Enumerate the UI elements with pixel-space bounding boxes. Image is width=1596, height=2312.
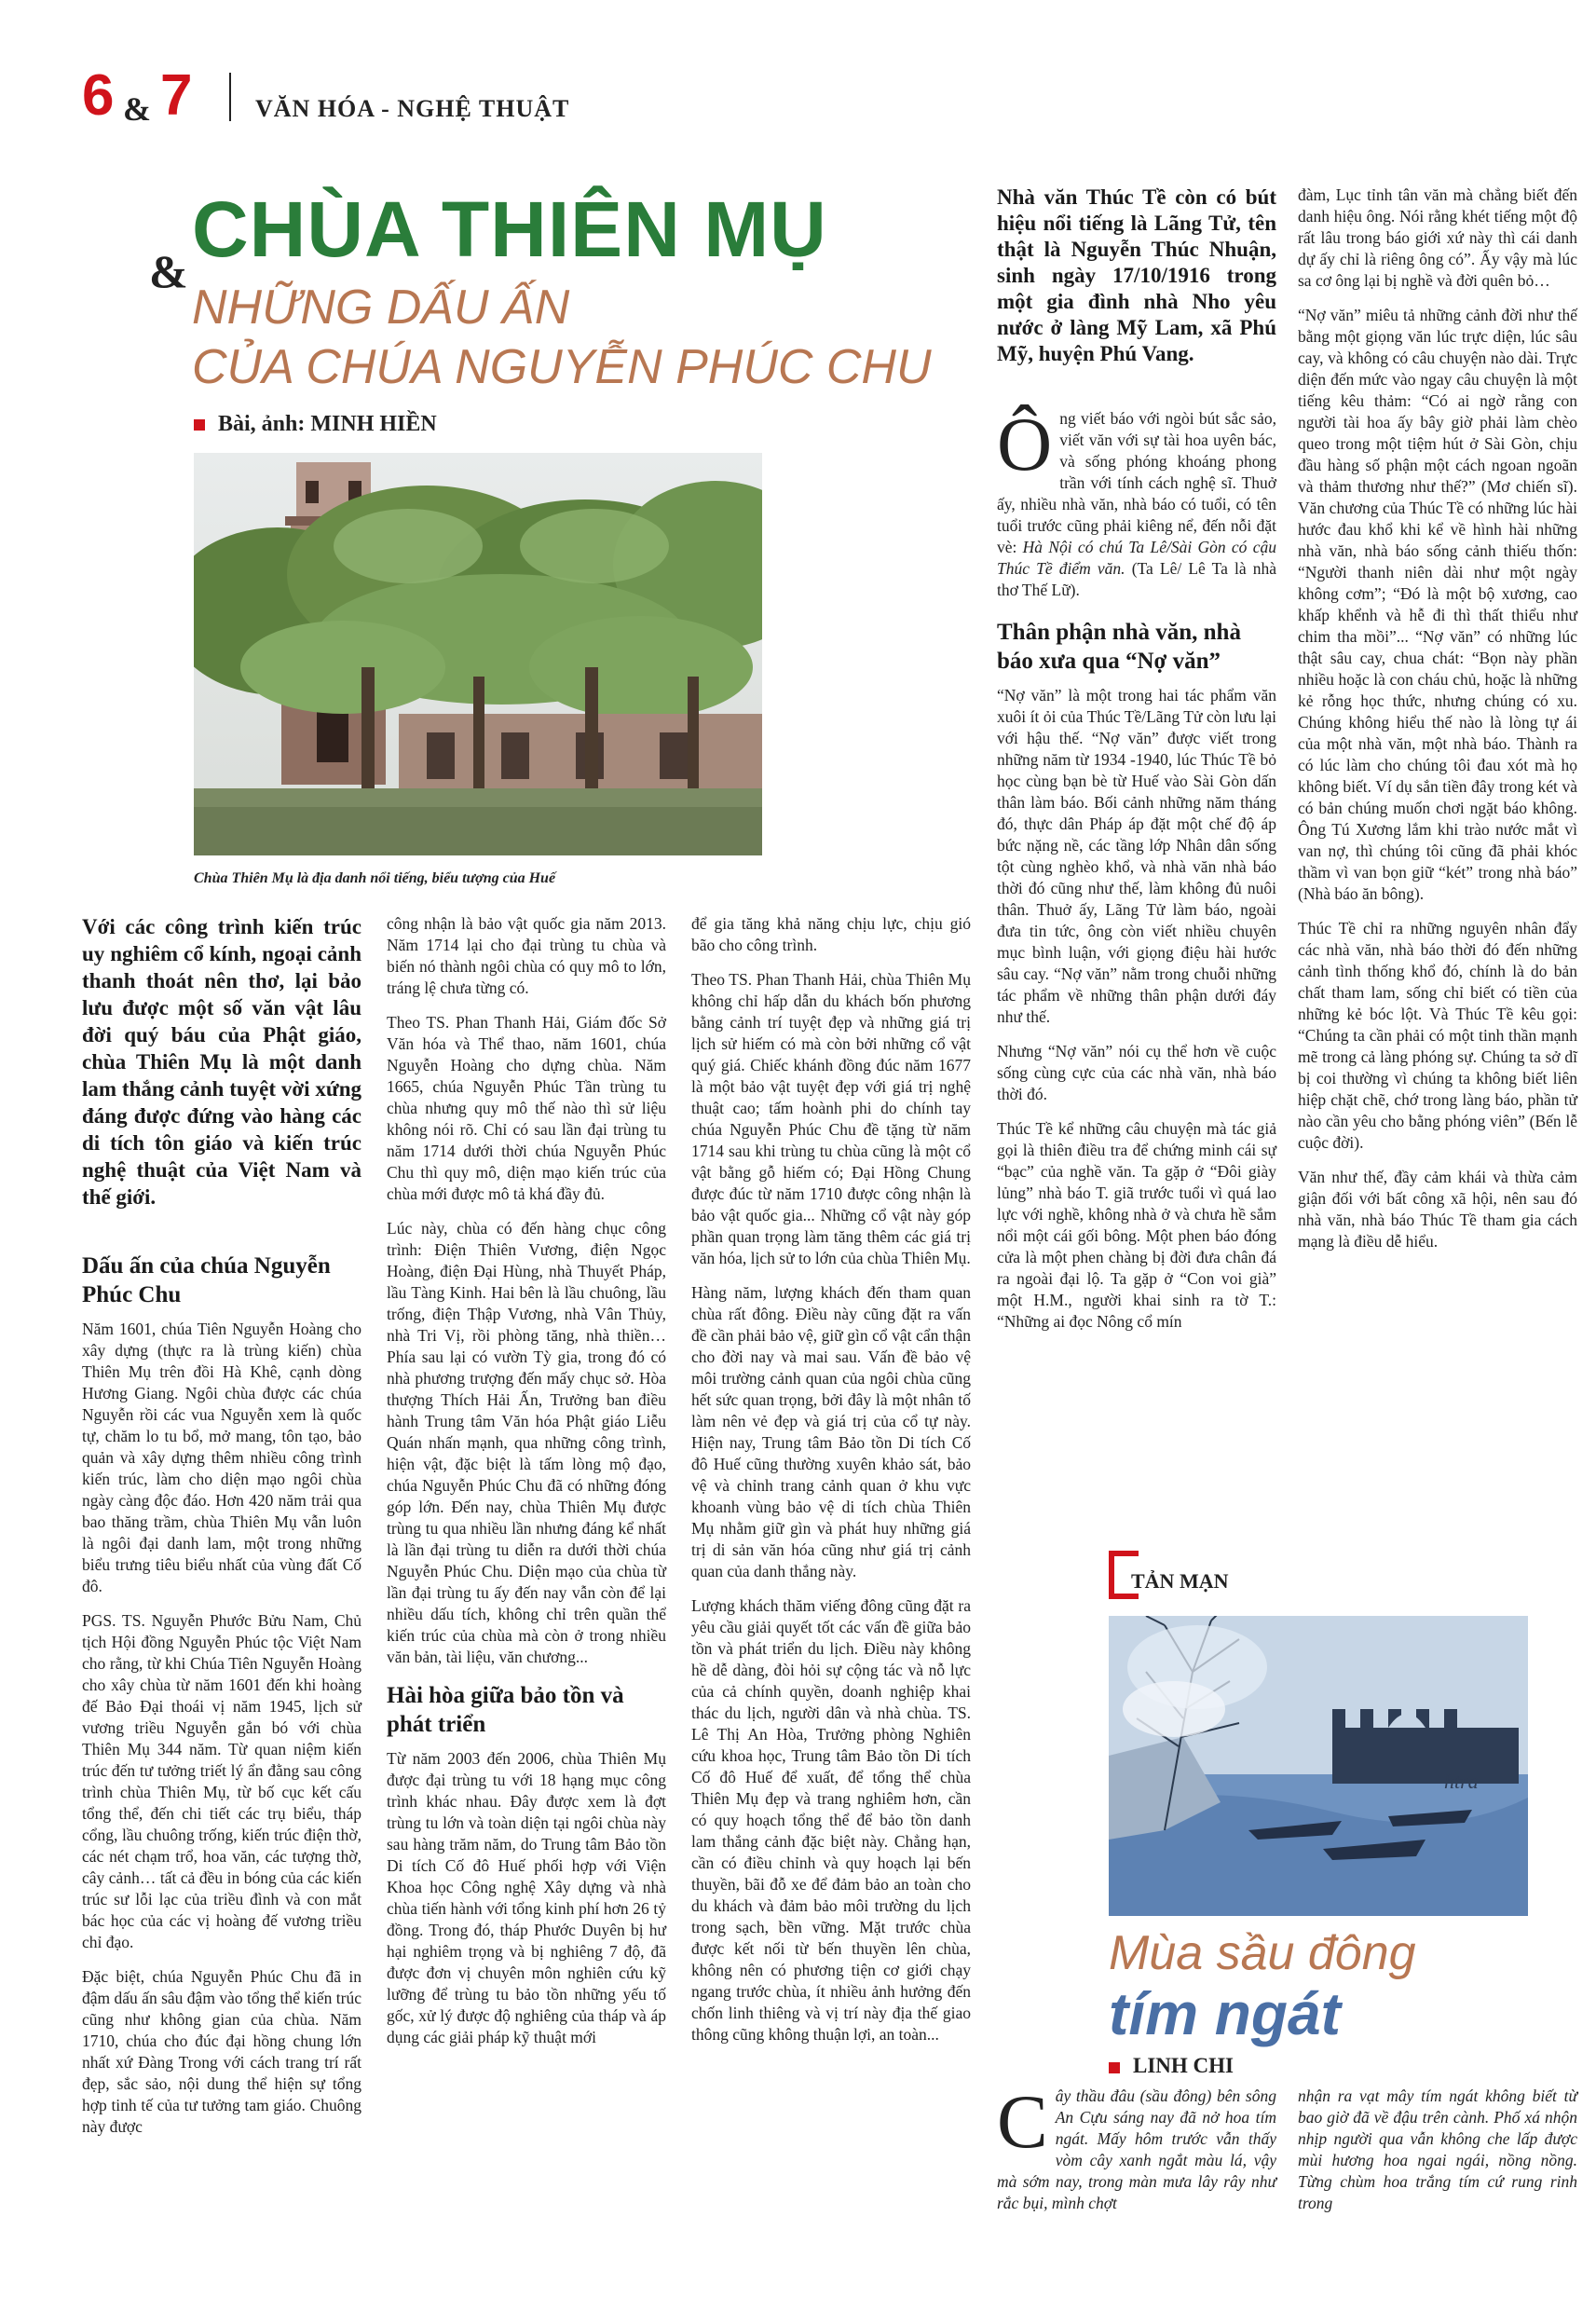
story2-column-2 [1298, 185, 1577, 1526]
paragraph: Đặc biệt, chúa Nguyễn Phúc Chu đã in đậm dấu ấn sâu đậm vào tổng thể kiến trúc cũng như không gian của chùa. Năm 1710, chúa cho đúc đại hồng chung lớn nhất xứ Đàng Trong với cách trang trí rất đẹp, sắc sảo, nội dung thể hiện sự tổng hợp tinh tế của tư tưởng tam giáo. Chuông này được [82, 1967, 361, 2136]
article-column-3 [691, 913, 971, 2255]
paragraph: Lượng khách thăm viếng đông cũng đặt ra yêu cầu giải quyết tốt các vấn đề giữa bảo tồn và phát triển du lịch. Điều này không hề dễ dàng, đòi hỏi sự cộng tác và nỗ lực của cả chính quyền, doanh nghiệp khai thác du lịch, người dân và nhà chùa. TS. Lê Thị An Hòa, Trưởng phòng Nghiên cứu khoa học, Trung tâm Bảo tồn Di tích Cố đô Huế để xuất, để tổng thể chùa Thiên Mụ đẹp và trang nghiêm hơn, cần có quy hoạch tổng thể để bảo tồn danh lam thắng cảnh đặc biệt này. Chẳng hạn, cần có điều chỉnh và quy hoạch lại bến thuyền, bãi đỗ xe để đảm bảo an toàn cho du khách và đảm bảo môi trường du lịch trong sạch, bền vững. Mặt trước chùa được kết nối từ bến thuyền lên chùa, không nên có phương tiện cơ giới chạy ngang trước chùa, ít nhiều ảnh hưởng đến chốn linh thiêng và vị trí này địa thế giao thông cũng không thuận lợi, an toàn... [691, 1596, 971, 2044]
box-dropcap: C [997, 2079, 1048, 2164]
story2-paragraph: đàm, Lục tỉnh tân văn mà chẳng biết đến danh hiệu ông. Nói rằng khét tiếng một độ rất lâu trong báo giới xứ này thì cái danh dự ấy chỉ là riêng ông có”. Ấy vậy mà lúc sa cơ ông lại bị nghề và đời quên bỏ… [1298, 185, 1577, 290]
section-title: VĂN HÓA - NGHỆ THUẬT [255, 95, 570, 122]
page-header [82, 65, 734, 130]
temple-photo-illustration [194, 453, 762, 855]
article-subtitle-line2: CỦA CHÚA NGUYỄN PHÚC CHU [192, 340, 932, 394]
story2-column-1 [997, 185, 1276, 1508]
box-label: TẢN MẠN [1127, 1569, 1233, 1594]
story2-paragraph: “Nợ văn” miêu tả những cảnh đời như thế bằng một giọng văn lúc trực diện, lúc sâu cay, và không có câu chuyện nào dài. Trực diện đến mức vào ngay câu chuyện là một tiếng kêu thảm: “Có ai ngờ rằng con người tài hoa ấy bây giờ phải làm chèo queo trong một tiệm hút ở Sài Gòn, chịu đầu hàng số phận một cách ngoan ngoãn và thảm thương như thế?” (Mơ chiến sĩ). Văn chương của Thúc Tề có những lúc hài hước đau khổ khi kể về hình hài những nhà văn, nhà báo sống cảnh thiếu thốn: “Người thanh niên dài như một ngày không cơm”; “Đó là một bộ xương, cao khấp khểnh và hễ đi thì thất thiểu như chim tha mồi”... “Nợ văn” có những lúc thật sâu cay, chua chát: “Bọn này phần nhiều hoặc là con cháu chủ, hoặc là những kẻ rỗng học thức, nhưng chúng có xu. Chúng không hiểu thế nào là lòng tự ái của một nhà văn, một nhà báo. Thành ra có lúc làm cho chúng tôi đau xót mà họ không biết. Ví dụ sắn tiền đây trong két và có bản chúng muốn chơi ngặt báo không. Ông Tú Xương lắm khi trào nước mắt vì van nợ, thì chúng tôi cũng đã phải khóc thầm vì van bọn giữ “két” trong nhà báo” (Nhà báo ăn bông). [1298, 306, 1577, 903]
page-number-right: 7 [160, 63, 193, 128]
paragraph: công nhận là bảo vật quốc gia năm 2013. Năm 1714 lại cho đại trùng tu chùa và biến nó thành ngôi chùa có quy mô to lớn, tráng lệ chưa từng có. [387, 914, 666, 997]
story2-lead: Nhà văn Thúc Tề còn có bút hiệu nổi tiếng là Lãng Tử, tên thật là Nguyễn Thúc Nhuận, sinh ngày 17/10/1916 trong một gia đình nhà Nho yêu nước ở làng Mỹ Lam, xã Phú Mỹ, huyện Phú Vang. [997, 185, 1276, 365]
paragraph: Hàng năm, lượng khách đến tham quan chùa rất đông. Điều này cũng đặt ra vấn đề cần phải bảo vệ, giữ gìn cổ vật cẩn thận cho đời nay và mai sau. Vấn đề bảo vệ môi trường cảnh quan của ngôi chùa cũng hết sức quan trọng, bởi đây là một nhân tố làm nên vẻ đẹp và giá trị của cổ tự này. Hiện nay, Trung tâm Bảo tồn Di tích Cố đô Huế cũng thường xuyên khảo sát, bảo vệ và chỉnh trang cảnh quan ở khu vực khoanh vùng bảo vệ di tích chùa Thiên Mụ nhằm giữ gìn và phát huy những giá trị di sản văn hóa cũng như giá trị cảnh quan của danh thắng này. [691, 1283, 971, 1580]
paragraph: để gia tăng khả năng chịu lực, chịu gió bão cho công trình. [691, 914, 971, 954]
article-lead: Với các công trình kiến trúc uy nghiêm cổ kính, ngoại cảnh thanh thoát nên thơ, lại bảo lưu được một số văn vật lâu đời quý báu của Phật giáo, chùa Thiên Mụ là một danh lam thắng cảnh tuyệt vời xứng đáng được đứng vào hàng các di tích tôn giáo và kiến trúc nghệ thuật của Việt Nam và thế giới. [82, 915, 361, 1209]
story2-paragraph: Nhưng “Nợ văn” nói cụ thể hơn về cuộc sống cùng cực của các nhà văn, nhà báo thời đó. [997, 1042, 1276, 1103]
box-paragraph: nhận ra vạt mây tím ngát không biết từ bao giờ đã về đậu trên cành. Phố xá nhộn nhịp người qua vẫn không che lấp được mùi hương hoa ngai ngái, nồng nồng. Từng chùm hoa trắng tím cứ rung rinh trong [1298, 2086, 1577, 2212]
box-title-line2: tím ngát [1109, 1980, 1341, 2047]
page-number-amp: & [123, 90, 151, 128]
article-title: CHÙA THIÊN MỤ [192, 185, 827, 273]
title-ampersand: & [149, 245, 188, 297]
story2-paragraph: “Nợ văn” là một trong hai tác phẩm văn xuôi ít ỏi của Thúc Tề/Lãng Tử còn lưu lại với hậu thế. “Nợ văn” được viết trong những năm từ 1934 -1940, lúc Thúc Tề bỏ học cùng bạn bè từ Huế vào Sài Gòn dấn thân làm báo. Bối cảnh những năm tháng đó, thực dân Pháp áp đặt một chế độ áp bức nặng nề, các tầng lớp Nhân dân sống tột cùng nghèo khổ, và nhà văn nhà báo thời đó cũng như thế, làm không đủ nuôi thân. Thuở ấy, Lãng Tử làm báo, ngoài đưa tin tức, ông còn viết nhiều chuyên mục bình luận, với giọng điệu hài hước sâu cay. “Nợ văn” nằm trong chuỗi những tác phẩm về những thân phận dưới đáy như thế. [997, 686, 1276, 1026]
temple-photo [194, 453, 762, 855]
byline-bullet [194, 419, 205, 431]
paragraph: Theo TS. Phan Thanh Hải, Giám đốc Sở Văn hóa và Thể thao, năm 1601, chúa Nguyễn Hoàng cho dựng chùa. Năm 1665, chúa Nguyễn Phúc Tần trùng tu chùa nhưng quy mô thế nào thì sử liệu không nói rõ. Chỉ có sau lần đại trùng tu năm 1714 dưới thời chúa Nguyễn Phúc Chu thì quy mô, diện mạo kiến trúc của chùa mới được mô tả khá đầy đủ. [387, 1013, 666, 1203]
byline [194, 412, 437, 437]
subhead-hai-hoa: Hài hòa giữa bảo tồn và phát triển [387, 1683, 624, 1737]
box-column-2 [1298, 2086, 1577, 2227]
article-column-1 [82, 913, 361, 2255]
story2-paragraph: Thúc Tề chỉ ra những nguyên nhân đẩy các nhà văn, nhà báo thời đó đến những cảnh tình thống khổ đó, chính là do bản chất tham lam, sống chỉ biết có tiền của những kẻ bóc lột. Và Thúc Tề kêu gọi: “Chúng ta cần phải có một tinh thần mạnh mẽ trong cả làng phóng sự. Chúng ta sở dĩ bị coi thường vì chúng ta không biết liên hiệp chặt chẽ, chớ trong làng báo, phần tử nào cần yêu cho bằng phóng viên” (Bến lễ cuộc đời). [1298, 919, 1577, 1152]
sketch-signature: htra [1444, 1770, 1479, 1793]
article-title-block [149, 186, 988, 410]
box-title-line1: Mùa sầu đông [1109, 1926, 1416, 1980]
box-column-1 [997, 2079, 1276, 2227]
box-author: LINH CHI [1109, 2054, 1234, 2078]
page-number-left: 6 [82, 63, 115, 128]
tan-man-box [997, 1508, 1596, 2312]
river-sketch [1109, 1616, 1528, 1916]
byline-text: Bài, ảnh: MINH HIỀN [218, 412, 437, 436]
article-subtitle-line1: NHỮNG DẤU ẤN [192, 280, 570, 335]
paragraph: Theo TS. Phan Thanh Hải, chùa Thiên Mụ không chỉ hấp dẫn du khách bốn phương bằng cảnh trí tuyệt đẹp và những giá trị lịch sử hiếm có mà còn bởi những cổ vật quý giá. Chiếc khánh đồng đúc năm 1677 là một bảo vật tuyệt đẹp với giá trị nghệ thuật cao; tấm hoành phi do chính tay chúa Nguyễn Phúc Chu đề tặng từ năm 1714 sau khi trùng tu chùa cũng là một cổ vật bằng gỗ hiếm có; Đại Hồng Chung được đúc từ năm 1710 được công nhận là bảo vật quốc gia... Những cổ vật này góp phần quan trọng làm tăng thêm các giá trị văn hóa, lịch sử to lớn của chùa Thiên Mụ. [691, 970, 971, 1267]
story2-paragraph: Thúc Tề kể những câu chuyện mà tác giả gọi là thiên điều tra để chứng minh cái sự “bạc” của nghề văn. Ta gặp ở “Đôi giày lủng” nhà báo T. giã trước tuổi vì quá lao lực với nghề, không nhà ở và chưa hề sắm nổi một cái gối bông. Một phen báo đóng cửa là một phen chàng bị đời đưa chân đá ra ngoài đại lộ. Ta gặp ở “Con voi già” một H.M., người khai sinh ra tờ T.: “Những ai đọc Nông cổ mín [997, 1119, 1276, 1331]
subhead-dau-an: Dấu ấn của chúa Nguyễn Phúc Chu [82, 1253, 331, 1307]
paragraph: Năm 1601, chúa Tiên Nguyễn Hoàng cho xây dựng (thực ra là trùng kiến) chùa Thiên Mụ trên đồi Hà Khê, cạnh dòng Hương Giang. Ngôi chùa được các chúa Nguyễn rồi các vua Nguyễn xem là quốc tự, chăm lo tu bổ, mở mang, tôn tạo, bảo quản và xây dựng thêm nhiều công trình kiến trúc, làm cho diện mạo ngôi chùa ngày càng độc đáo. Hơn 420 năm trải qua bao thăng trầm, chùa Thiên Mụ vẫn luôn là ngôi đại danh lam, một trong những biểu trưng tiêu biểu nhất của vùng đất Cố đô. [82, 1320, 361, 1595]
paragraph: PGS. TS. Nguyễn Phước Bửu Nam, Chủ tịch Hội đồng Nguyễn Phúc tộc Việt Nam cho rằng, từ khi Chúa Tiên Nguyễn Hoàng cho xây chùa từ năm 1601 đến khi hoàng đế Bảo Đại thoái vị năm 1945, lịch sử vương triều Nguyễn gắn bó với chùa Thiên Mụ 344 năm. Từ quan niệm kiến trúc đến tư tưởng triết lý ẩn đằng sau công trình chùa Thiên Mụ, từ bố cục kết cấu tổng thể, đến chi tiết các trụ biểu, tháp cổng, lầu chuông trống, kiến trúc điện thờ, các nét chạm trổ, hoa văn, các tượng thờ, cây cảnh… tất cả đều in bóng của các kiến trúc sư lỗi lạc của triều đình và con mắt bác học của các vị hoàng đế vương triều chỉ đạo. [82, 1611, 361, 1951]
story2-dropcap: Ô [997, 402, 1053, 486]
sketch-illustration [1109, 1616, 1528, 1916]
story2-subhead: Thân phận nhà văn, nhà báo xưa qua “Nợ văn” [997, 620, 1241, 674]
author-bullet [1109, 2062, 1120, 2073]
paragraph: Từ năm 2003 đến 2006, chùa Thiên Mụ được đại trùng tu với 18 hạng mục công trình khác nhau. Đây được xem là đợt trùng tu lớn và toàn diện tại ngôi chùa này sau hàng trăm năm, do Trung tâm Bảo tồn Di tích Cố đô Huế phối hợp với Viện Khoa học Công nghệ Xây dựng và nhà chùa tiến hành với tổng kinh phí hơn 26 tỷ đồng. Trong đó, tháp Phước Duyên bị hư hại nghiêm trọng và bị nghiêng 7 độ, đã được đơn vị chuyên môn nghiên cứu kỹ lưỡng để trùng tu bảo tồn những yếu tố gốc, xử lý được độ nghiêng của tháp và áp dụng các giải pháp kỹ thuật mới [387, 1749, 666, 2046]
box-paragraph: Cây thầu đâu (sầu đông) bên sông An Cựu sáng nay đã nở hoa tím ngát. Mấy hôm trước vẫn thấy vòm cây xanh ngắt màu lá, vậy mà sớm nay, trong màn mưa lây rây như rắc bụi, mình chợt [997, 2079, 1276, 2212]
paragraph: Lúc này, chùa có đến hàng chục công trình: Điện Thiên Vương, điện Ngọc Hoàng, điện Đại Hùng, nhà Thuyết Pháp, lầu Tàng Kinh. Hai bên là lầu chuông, lầu trống, điện Thập Vương, nhà Vân Thủy, nhà Tri Vị, rồi phòng tăng, nhà thiền… Phía sau lại có vườn Tỳ gia, trong đó có nhà phương trượng đến mấy chục sở. Hòa thượng Thích Hải Ấn, Trưởng ban điều hành Trung tâm Văn hóa Phật giáo Liễu Quán nhấn mạnh, qua những công trình, hiện vật, đặc biệt là tấm lòng mộ đạo, chúa Nguyễn Phúc Chu đã có những đóng góp lớn. Đến nay, chùa Thiên Mụ được trùng tu qua nhiều lần nhưng đáng kể nhất là lần đại trùng tu diễn ra dưới thời chúa Nguyễn Phúc Chu. Diện mạo của chùa từ lần đại trùng tu ấy đến nay vẫn còn để lại nhiều dấu tích, không chỉ trên quần thể kiến trúc của chùa mà còn ở trong nhiều văn bản, tài liệu, văn chương... [387, 1219, 666, 1666]
article-column-2 [387, 913, 666, 2255]
story2-paragraph: Văn như thế, đầy cảm khái và thừa cảm giận đối với bất công xã hội, nên sau đó nhà văn, nhà báo Thúc Tề tham gia cách mạng là điều dễ hiểu. [1298, 1168, 1577, 1251]
header-divider [229, 73, 231, 121]
story2-paragraph: Ông viết báo với ngòi bút sắc sảo, viết văn với sự tài hoa uyên bác, và sống phóng khoáng phong trần với tính cách nghệ sĩ. Thuở ấy, nhiều nhà văn, nhà báo có tuổi, có tên tuổi trước cũng phải kiêng nể, đến nỗi đặt vè: Hà Nội có chú Ta Lê/Sài Gòn có cậu Thúc Tề điểm văn. (Ta Lê/ Lê Ta là nhà thơ Thế Lữ). [997, 402, 1276, 599]
photo-caption: Chùa Thiên Mụ là địa danh nổi tiếng, biểu tượng của Huế [194, 870, 556, 886]
